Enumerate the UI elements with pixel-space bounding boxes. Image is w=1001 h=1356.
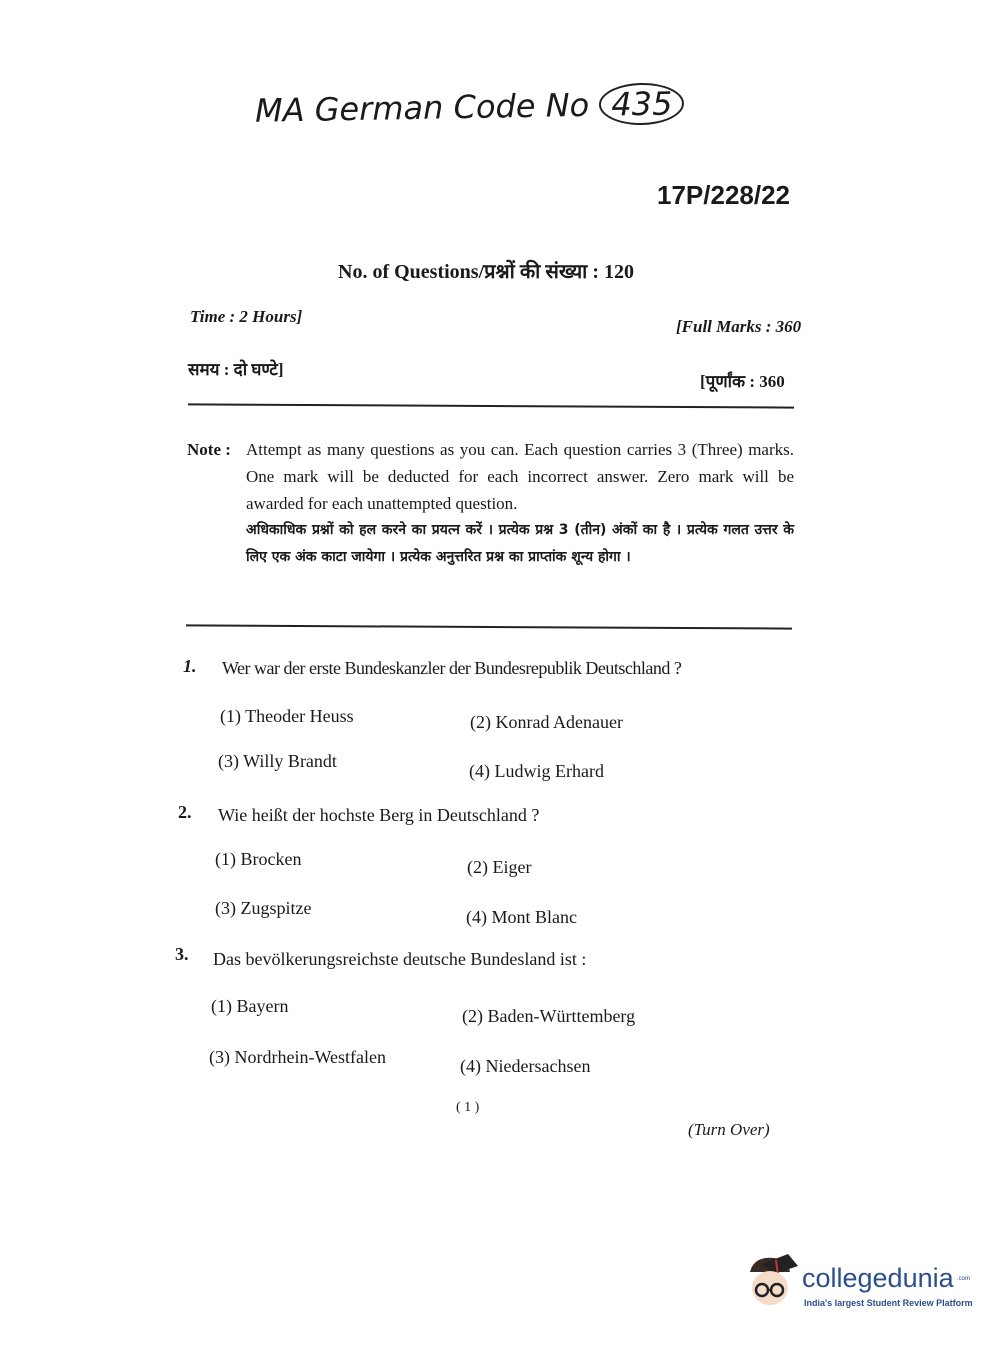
mascot-icon xyxy=(744,1252,800,1308)
option: (1) Bayern xyxy=(211,996,289,1016)
question-text: Das bevölkerungsreichste deutsche Bundesland ist : xyxy=(213,949,587,969)
paper-code: 17P/228/22 xyxy=(657,180,791,210)
option: (4) Ludwig Erhard xyxy=(469,761,604,781)
time-hindi: समय : दो घण्टे] xyxy=(188,360,284,379)
handwritten-title-text: MA German Code No xyxy=(254,85,590,130)
number-of-questions: No. of Questions/प्रश्नों की संख्या : 120 xyxy=(338,261,635,283)
time-english: Time : 2 Hours] xyxy=(190,307,303,326)
note-english: Attempt as many questions as you can. Each question carries 3 (Three) marks. One mark will be deducted for each incorrect answer. Zero mark will be awarded for each unattempted question. xyxy=(246,440,794,513)
watermark-suffix: .com xyxy=(957,1276,971,1282)
handwritten-title xyxy=(255,84,685,129)
watermark-tagline: India's largest Student Review Platform xyxy=(804,1298,973,1308)
option: (1) Brocken xyxy=(215,849,302,869)
option: (3) Willy Brandt xyxy=(218,751,337,771)
option: (2) Konrad Adenauer xyxy=(470,712,623,732)
watermark-brand: collegedunia xyxy=(802,1263,954,1293)
option: (2) Baden-Württemberg xyxy=(462,1006,636,1026)
turn-over: (Turn Over) xyxy=(688,1120,770,1139)
question-text: Wie heißt der hochste Berg in Deutschland ? xyxy=(218,805,540,825)
handwritten-code: 435 xyxy=(599,82,685,125)
option: (4) Niedersachsen xyxy=(460,1056,591,1076)
note-label: Note : xyxy=(187,440,231,459)
note-hindi: अधिकाधिक प्रश्नों को हल करने का प्रयत्न करें । प्रत्येक प्रश्न 3 (तीन) अंकों का है । प्रत्येक गलत उत्तर के लिए एक अंक काटा जायेगा । प्रत्येक अनुत्तरित प्रश्न का प्राप्तांक शून्य होगा । xyxy=(246,522,794,565)
full-marks-hindi: [पूर्णांक : 360 xyxy=(700,372,785,391)
question-text: Wer war der erste Bundeskanzler der Bundesrepublik Deutschland ? xyxy=(222,658,682,678)
question-number: 1. xyxy=(183,656,197,676)
option: (3) Zugspitze xyxy=(215,898,312,918)
divider xyxy=(188,403,794,408)
collegedunia-logo xyxy=(744,1252,800,1313)
question-number: 2. xyxy=(178,802,192,822)
option: (2) Eiger xyxy=(467,857,532,877)
divider xyxy=(186,624,792,629)
option: (4) Mont Blanc xyxy=(466,907,577,927)
option: (3) Nordrhein-Westfalen xyxy=(209,1047,386,1067)
question-number: 3. xyxy=(175,944,189,964)
full-marks-english: [Full Marks : 360 xyxy=(676,317,802,336)
option: (1) Theoder Heuss xyxy=(220,706,354,726)
page-number: ( 1 ) xyxy=(456,1100,480,1115)
